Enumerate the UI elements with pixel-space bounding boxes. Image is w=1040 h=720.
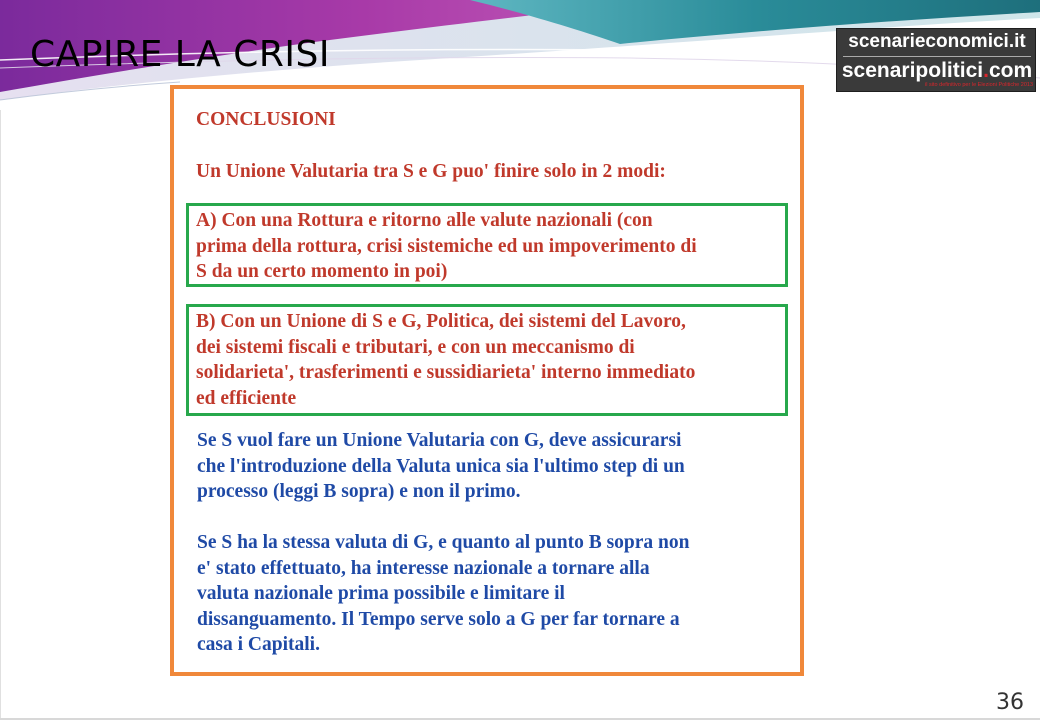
option-a-box bbox=[186, 203, 788, 287]
option-b-line: dei sistemi fiscali e tributari, e con un meccanismo di bbox=[196, 336, 635, 358]
logo-separator bbox=[843, 56, 1031, 57]
conclusions-heading: CONCLUSIONI bbox=[196, 109, 336, 130]
conclusions-frame bbox=[170, 85, 804, 676]
logo-tagline: il sito definitivo per le Elezioni Politiche 2013 bbox=[925, 82, 1033, 88]
logo-line-1: scenarieconomici.it bbox=[848, 31, 1026, 52]
paragraph-1-line: che l'introduzione della Valuta unica sia l'ultimo step di un bbox=[197, 455, 685, 477]
logo-line-2-tld: com bbox=[988, 59, 1033, 82]
left-rule bbox=[0, 110, 1, 718]
paragraph-2-line: dissanguamento. Il Tempo serve solo a G per far tornare a bbox=[197, 608, 680, 630]
option-b-line: ed efficiente bbox=[196, 387, 297, 409]
logo-line-2-name: scenaripolitici bbox=[841, 59, 984, 82]
option-b-box bbox=[186, 304, 788, 416]
paragraph-2-line: casa i Capitali. bbox=[197, 634, 320, 655]
conclusions-intro: Un Unione Valutaria tra S e G puo' finire solo in 2 modi: bbox=[196, 161, 666, 182]
option-a-line: prima della rottura, crisi sistemiche ed un impoverimento di bbox=[196, 235, 697, 257]
paragraph-2-line: Se S ha la stessa valuta di G, e quanto al punto B sopra non bbox=[197, 532, 690, 553]
logo-line-2-dot: . bbox=[983, 59, 989, 82]
paragraph-1-line: Se S vuol fare un Unione Valutaria con G, deve assicurarsi bbox=[197, 430, 682, 451]
paragraph-2 bbox=[197, 530, 787, 658]
slide-title: CAPIRE LA CRISI bbox=[30, 34, 330, 75]
option-a-line: S da un certo momento in poi) bbox=[196, 261, 448, 282]
option-b-line: B) Con un Unione di S e G, Politica, dei sistemi del Lavoro, bbox=[196, 311, 686, 332]
paragraph-2-line: e' stato effettuato, ha interesse nazionale a tornare alla bbox=[197, 557, 650, 579]
paragraph-1 bbox=[197, 428, 787, 505]
option-b-line: solidarieta', trasferimenti e sussidiarieta' interno immediato bbox=[196, 362, 696, 383]
paragraph-2-line: valuta nazionale prima possibile e limitare il bbox=[197, 583, 565, 604]
page-number: 36 bbox=[996, 690, 1024, 715]
site-logo bbox=[836, 28, 1036, 92]
logo-line-2 bbox=[837, 59, 1037, 83]
option-a-line: A) Con una Rottura e ritorno alle valute nazionali (con bbox=[196, 210, 653, 231]
paragraph-1-line: processo (leggi B sopra) e non il primo. bbox=[197, 481, 521, 502]
